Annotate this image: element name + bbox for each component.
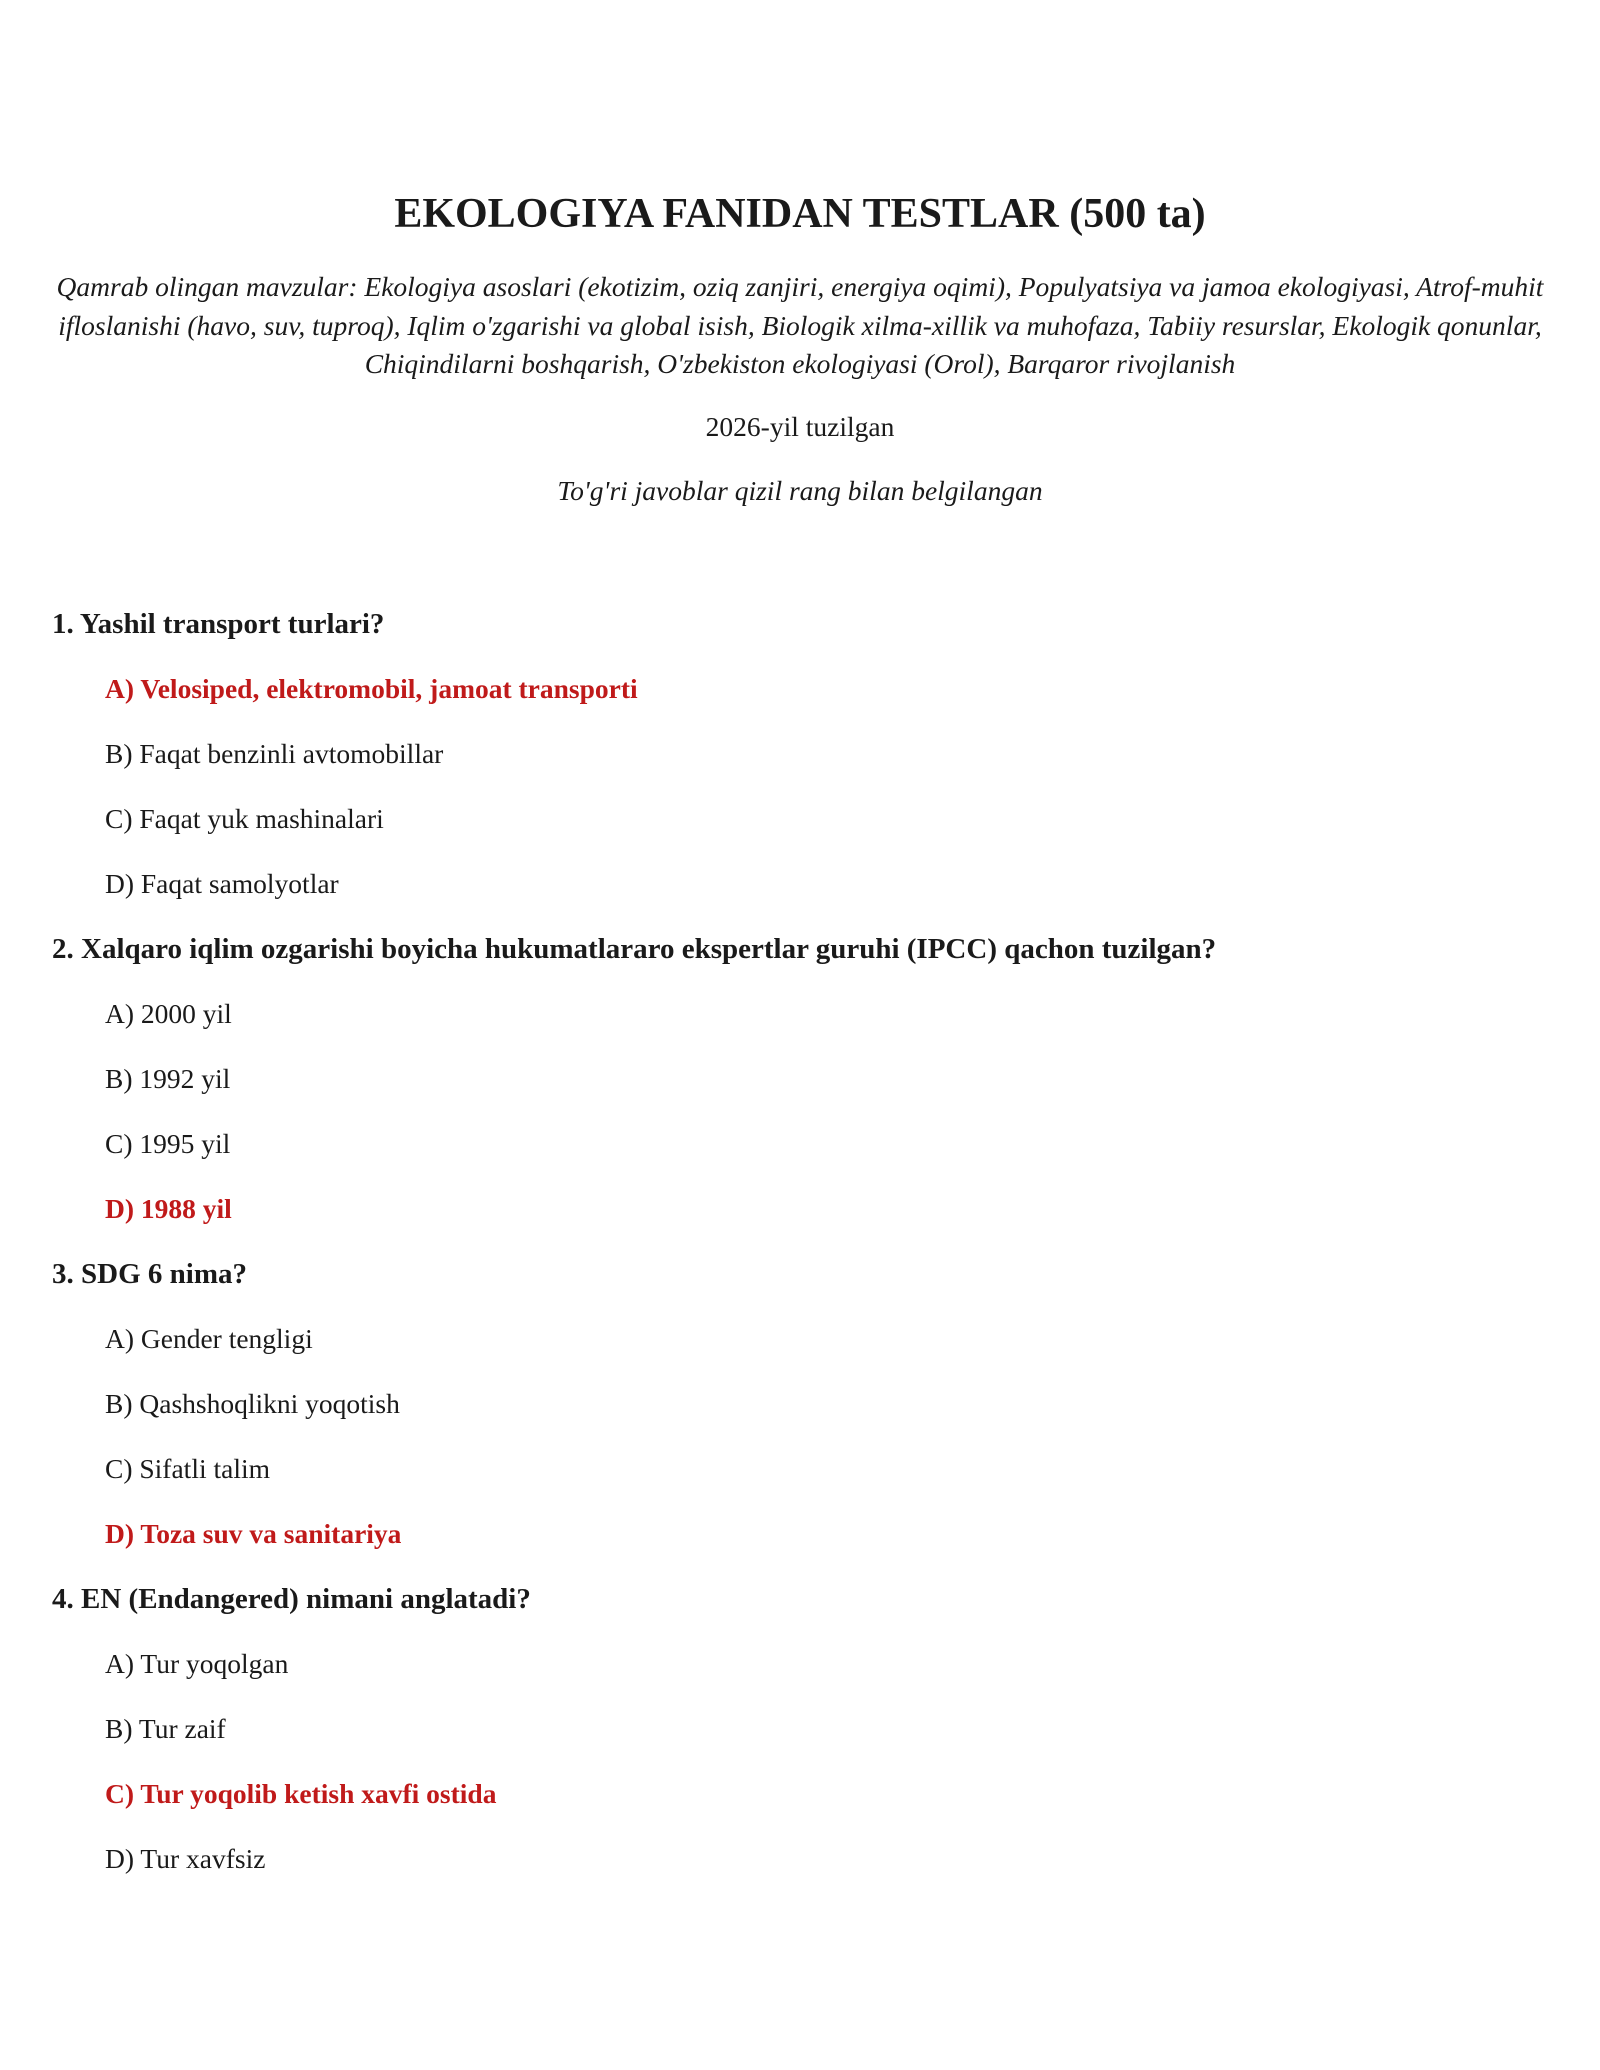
- question-text: 2. Xalqaro iqlim ozgarishi boyicha hukumatlararo ekspertlar guruhi (IPCC) qachon tuzilgan?: [52, 933, 1217, 965]
- option-d: D) 1988 yil: [105, 1193, 232, 1224]
- option-b: B) Qashshoqlikni yoqotish: [105, 1388, 400, 1419]
- question-1: [52, 605, 1552, 930]
- question-text: 4. EN (Endangered) nimani anglatadi?: [52, 1583, 531, 1615]
- question-text: 1. Yashil transport turlari?: [52, 608, 385, 640]
- option-c: C) 1995 yil: [105, 1128, 231, 1159]
- option-c: C) Faqat yuk mashinalari: [105, 803, 384, 834]
- option-a: A) Tur yoqolgan: [105, 1648, 289, 1679]
- answer-key-note: To'g'ri javoblar qizil rang bilan belgilangan: [557, 475, 1043, 506]
- option-a: A) 2000 yil: [105, 998, 232, 1029]
- question-4: [52, 1580, 1552, 1905]
- option-d: D) Tur xavfsiz: [105, 1843, 266, 1874]
- option-c: C) Tur yoqolib ketish xavfi ostida: [105, 1778, 497, 1809]
- option-b: B) Tur zaif: [105, 1713, 226, 1744]
- option-a: A) Gender tengligi: [105, 1323, 313, 1354]
- question-text: 3. SDG 6 nima?: [52, 1258, 247, 1290]
- option-a: A) Velosiped, elektromobil, jamoat transporti: [105, 673, 638, 704]
- compiled-date: 2026-yil tuzilgan: [705, 411, 895, 442]
- question-3: [52, 1255, 1552, 1580]
- option-d: D) Toza suv va sanitariya: [105, 1518, 402, 1549]
- topics-summary: Qamrab olingan mavzular: Ekologiya asoslari (ekotizim, oziq zanjiri, energiya oqimi), Populyatsiya va jamoa ekologiyasi, Atrof-muhit ifloslanishi (havo, suv, tuproq), Iqlim o'zgarishi va global isish, Biologik xilma-xillik va muhofaza, Tabiiy resurslar, Ekologik qonunlar, Chiqindilarni boshqarish, O'zbekiston ekologiyasi (Orol), Barqaror rivojlanish: [56, 271, 1544, 379]
- option-c: C) Sifatli talim: [105, 1453, 270, 1484]
- question-2: [52, 930, 1552, 1255]
- option-b: B) Faqat benzinli avtomobillar: [105, 738, 444, 769]
- question-list: [52, 605, 1552, 1905]
- option-d: D) Faqat samolyotlar: [105, 868, 339, 899]
- page-title: EKOLOGIYA FANIDAN TESTLAR (500 ta): [394, 191, 1206, 237]
- option-b: B) 1992 yil: [105, 1063, 231, 1094]
